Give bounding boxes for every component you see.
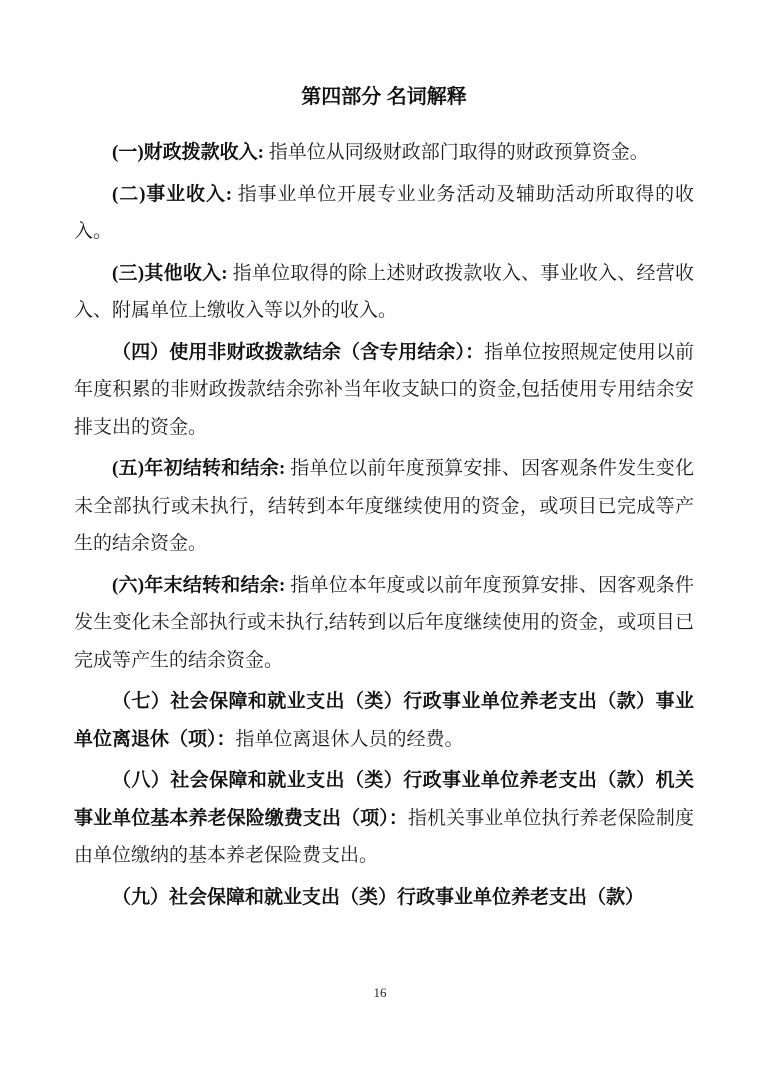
page-number: 16 — [373, 985, 387, 1000]
term-heading: （七）社会保障和就业支出（类）行政事业单位养老支出（款）事业单位离退休（项）： — [74, 691, 694, 750]
paragraph-7 — [74, 683, 694, 758]
paragraph-5 — [74, 450, 694, 563]
term-heading: （九）社会保障和就业支出（类）行政事业单位养老支出（款） — [112, 886, 645, 908]
paragraph-3 — [74, 255, 694, 330]
term-heading: （四）使用非财政拨款结余（含专用结余）： — [112, 341, 485, 363]
paragraph-1 — [74, 134, 694, 172]
term-definition: 指单位以前年度预算安排、因客观条件发生变化未全部执行或未执行，结转到本年度继续使用的资金，或项目已完成等产生的结余资金。 — [74, 458, 694, 554]
term-heading: (六)年末结转和结余: — [112, 574, 286, 596]
term-definition: 指单位本年度或以前年度预算安排、因客观条件发生变化未全部执行或未执行,结转到以后年度继续使用的资金，或项目已完成等产生的结余资金。 — [74, 574, 694, 671]
term-definition: 指事业单位开展专业业务活动及辅助活动所取得的收入。 — [74, 183, 694, 242]
term-definition: 指机关事业单位执行养老保险制度由单位缴纳的基本养老保险费支出。 — [74, 807, 694, 866]
term-heading: (二)事业收入: — [112, 183, 233, 205]
term-definition: 指单位离退休人员的经费。 — [235, 728, 464, 750]
term-heading: (一)财政拨款收入: — [112, 142, 264, 163]
term-definition: 指单位从同级财政部门取得的财政预算资金。 — [263, 142, 649, 163]
term-heading: （八）社会保障和就业支出（类）行政事业单位养老支出（款）机关事业单位基本养老保险缴费支出（项）： — [74, 770, 694, 829]
paragraph-6 — [74, 567, 694, 680]
term-heading: (三)其他收入: — [112, 262, 228, 284]
paragraph-2 — [74, 176, 694, 251]
paragraph-8 — [74, 762, 694, 875]
term-heading: (五)年初结转和结余: — [112, 458, 286, 479]
paragraph-4 — [74, 334, 694, 447]
section-title: 第四部分 名词解释 — [301, 86, 467, 108]
term-definition: 指单位取得的除上述财政拨款收入、事业收入、经营收入、附属单位上缴收入等以外的收入。 — [74, 262, 694, 321]
term-definition: 指单位按照规定使用以前年度积累的非财政拨款结余弥补当年收支缺口的资金,包括使用专用结余安排支出的资金。 — [74, 341, 694, 438]
paragraph-9 — [74, 879, 694, 917]
